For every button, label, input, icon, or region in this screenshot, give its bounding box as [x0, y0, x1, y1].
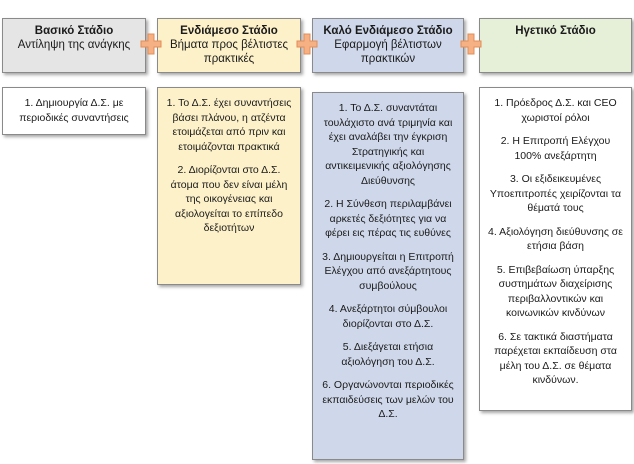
- stage-4-body: [479, 87, 632, 411]
- stage-3-title: Καλό Ενδιάμεσο Στάδιο: [323, 25, 453, 37]
- stage-3-item: 6. Οργανώνονται περιοδικές εκπαιδεύσεις των μελών του Δ.Σ.: [322, 379, 454, 420]
- stage-2-item: 1. Το Δ.Σ. έχει συναντήσεις βάσει πλάνου, η ατζέντα ετοιμάζεται από πριν και ετοιμάζονται πρακτικά: [166, 97, 292, 153]
- stage-1-item: 1. Δημιουργία Δ.Σ. με περιοδικές συναντήσεις: [19, 97, 129, 124]
- stage-4-item: 4. Αξιολόγηση διεύθυνσης σε ετήσια βάση: [488, 225, 623, 252]
- stage-4-item: 2. Η Επιτροπή Ελέγχου 100% ανεξάρτητη: [500, 135, 611, 162]
- plus-icon: [140, 33, 162, 55]
- stage-1-header: [2, 18, 146, 73]
- stage-3-item: 1. Το Δ.Σ. συναντάται τουλάχιστο ανά τριμηνία και έχει αναλάβει την έγκριση Στρατηγικής και αντικειμενικής αξιολόγησης Διεύθυνσης: [323, 102, 453, 187]
- stage-4-item: 3. Οι εξιδεικευμένες Υποεπιτροπές χειρίζονται τα θέματά τους: [489, 173, 622, 214]
- stage-2-item: 2. Διορίζονται στο Δ.Σ. άτομα που δεν είναι μέλη της οικογένειας και αξιολογείται το επίπεδο δεξιοτήτων: [170, 164, 288, 234]
- stage-1-body: [2, 87, 146, 135]
- stage-3-header: [312, 18, 464, 73]
- plus-icon: [296, 33, 318, 55]
- stage-3-item: 3. Δημιουργείται η Επιτροπή Ελέγχου από ανεξάρτητους συμβούλους: [322, 250, 454, 292]
- stage-2-header: [157, 18, 301, 73]
- stage-4-header: [479, 18, 632, 73]
- stage-3-item: 4. Ανεξάρτητοι σύμβουλοι διορίζονται στο Δ.Σ.: [328, 303, 448, 330]
- stage-4-item: 6. Σε τακτικά διαστήματα παρέχεται εκπαίδευση στα μέλη του Δ.Σ. σε θέματα κινδύνων.: [494, 330, 617, 386]
- stage-3-item: 5. Διεξάγεται ετήσια αξιολόγηση του Δ.Σ.: [341, 341, 435, 368]
- stage-1-title: Βασικό Στάδιο: [34, 25, 114, 37]
- stage-4-item: 1. Πρόεδρος Δ.Σ. και CEO χωριστοί ρόλοι: [494, 97, 617, 124]
- stage-4-title: Ηγετικό Στάδιο: [515, 25, 596, 37]
- stage-1-subtitle: Αντίληψη της ανάγκης: [17, 39, 131, 51]
- stage-2-title: Ενδιάμεσο Στάδιο: [180, 25, 278, 37]
- plus-icon: [460, 33, 482, 55]
- stage-3-subtitle: Εφαρμογή βέλτιστων πρακτικών: [334, 39, 442, 65]
- stage-4-item: 5. Επιβεβαίωση ύπαρξης συστημάτων διαχείρισης περιβαλλοντικών και κοινωνικών κινδύνων: [496, 263, 615, 319]
- stage-3-item: 2. Η Σύνθεση περιλαμβάνει αρκετές δεξιότητες για να φέρει εις πέρας τις ευθύνες: [324, 198, 452, 239]
- stage-2-body: [157, 87, 301, 285]
- stage-2-subtitle: Βήματα προς βέλτιστες πρακτικές: [169, 39, 289, 65]
- stage-3-body: [312, 92, 464, 460]
